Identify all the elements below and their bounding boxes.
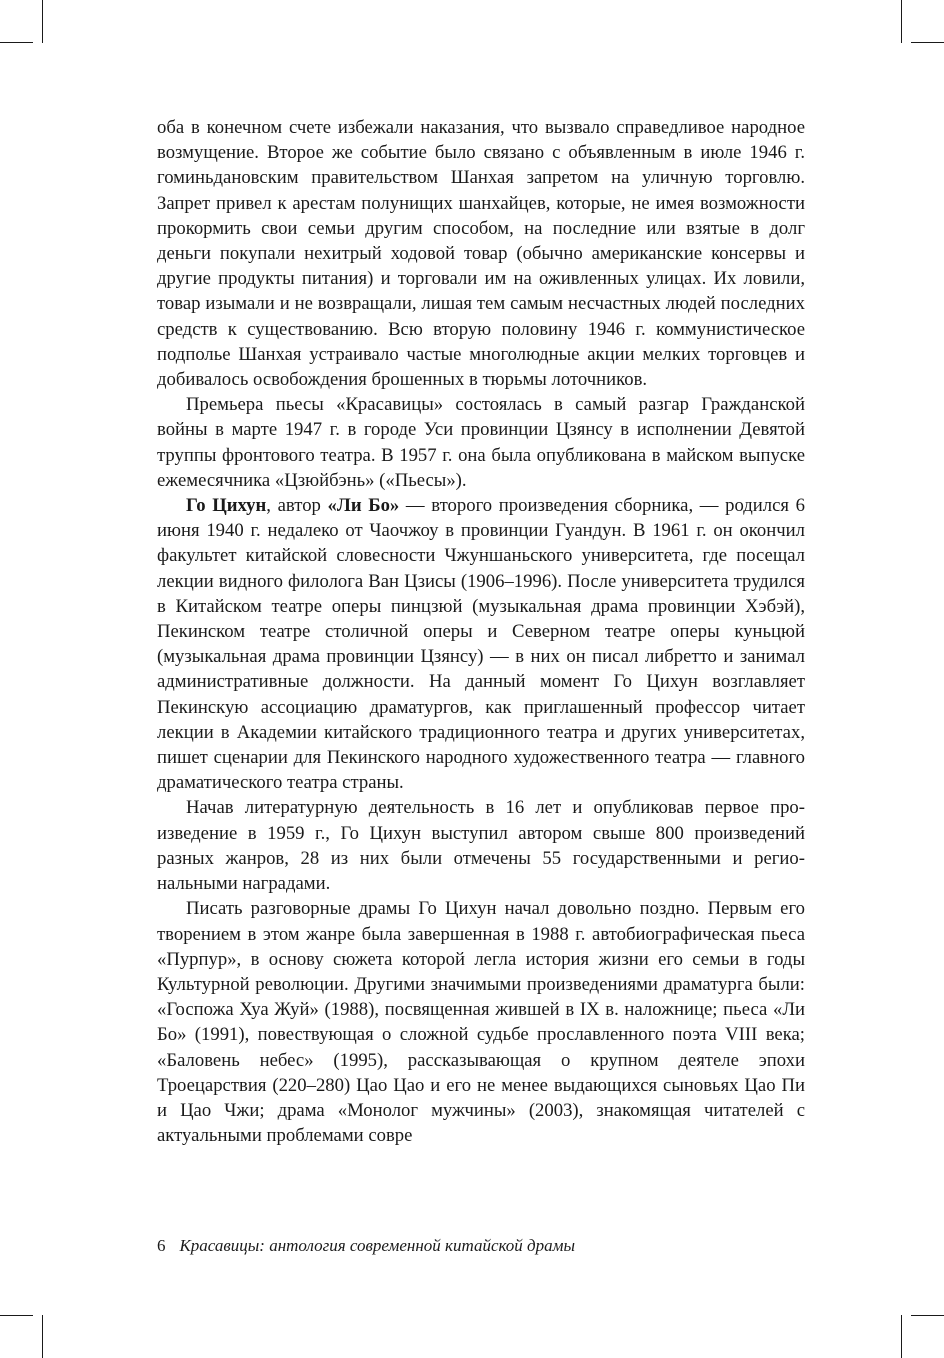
crop-mark-bottom-right-horizontal xyxy=(911,1315,944,1316)
body-text xyxy=(157,115,805,1148)
crop-mark-top-right-horizontal xyxy=(911,42,944,43)
crop-mark-top-right xyxy=(901,0,902,43)
paragraph: Начав литературную деятельность в 16 лет и опубликовав первое произведение в 1959 г., Го Цихун выступил автором свыше 800 произведений разных жанров, 28 из них были отмечены 55 государственными и региональными наградами. xyxy=(157,797,805,895)
crop-mark-bottom-left-horizontal xyxy=(0,1315,33,1316)
crop-mark-bottom-left xyxy=(42,1315,43,1358)
paragraph: Писать разговорные драмы Го Цихун начал довольно поздно. Первым его творением в этом жанре была завершенная в 1988 г. автобиографическая пьеса «Пурпур», в основу сюжета которой легла история жизни его семьи в годы Культурной революции. Другими значимыми произведениями драматурга были: «Госпожа Хуа Жуй» (1988), посвященная жившей в IX в. наложнице; пьеса «Ли Бо» (1991), повествующая о сложной судьбе прославленного поэта VIII века; «Баловень небес» (1995), рассказывающая о крупном деятеле эпохи Троецарствия (220–280) Цао Цао и его не менее выдающихся сыновьях Цао Пи и Цао Чжи; драма «Монолог мужчины» (2003), знакомящая читателей с актуальными проблемами совре xyxy=(157,898,805,1147)
crop-mark-top-left xyxy=(42,0,43,43)
page-number: 6 xyxy=(157,1236,166,1255)
running-title: Красавицы: антология современной китайской драмы xyxy=(179,1236,576,1255)
paragraph: оба в конечном счете избежали наказания, что вызвало справедливое народное возмущение. Второе же событие было связано с объявленным в июле 1946 г. гоминьдановским правительством Шанхая запретом на уличную торговлю. Запрет привел к арестам полунищих шанхайцев, которые, не имея возможности прокормить свои семьи другим способом, на последние или взятые в долг деньги покупали нехитрый ходовой товар (обычно американские консервы и другие продукты питания) и торговали им на оживленных улицах. Их ловили, товар изымали и не возвращали, лишая тем самым несчастных людей последних средств к существованию. Всю вторую половину 1946 г. коммунистическое подполье Шанхая устраивало частые многолюдные акции мелких торговцев и добивалось освобождения брошенных в тюрьмы лоточников. xyxy=(157,117,805,391)
crop-mark-top-left-horizontal xyxy=(0,42,33,43)
crop-mark-bottom-right xyxy=(901,1315,902,1358)
page-footer xyxy=(157,1234,575,1258)
paragraph: Премьера пьесы «Красавицы» состоялась в самый разгар Гражданской войны в марте 1947 г. в городе Уси провинции Цзянсу в исполнении Девятой труппы фронтового театра. В 1957 г. она была опубликована в майском выпуске ежемесячника «Цзюйбэнь» («Пьесы»). xyxy=(157,394,805,491)
paragraph: Го Цихун, автор «Ли Бо» — второго произведения сборника, — родился 6 июня 1940 г. недалеко от Чаочжоу в провинции Гуандун. В 1961 г. он окончил факультет китайской словесности Чжуншаньского университета, где посещал лекции видного филолога Ван Цзисы (1906–1996). После университета трудился в Китайском театре оперы пинцзюй (музыкальная драма провинции Хэбэй), Пекинском театре столичной оперы и Северном театре оперы куньцюй (музыкальная драма провинции Цзянсу) — в них он писал либретто и занимал административные должности. На данный момент Го Цихун возглавляет Пекинскую ассоциацию драматургов, как приглашенный профессор читает лекции в Академии китайского традиционного театра и других университетах, пишет сценарии для Пекинского народного художественного театра — главного драматического театра страны. xyxy=(157,495,806,794)
play-title: «Ли Бо» xyxy=(327,495,400,517)
author-name: Го Цихун xyxy=(186,495,267,517)
